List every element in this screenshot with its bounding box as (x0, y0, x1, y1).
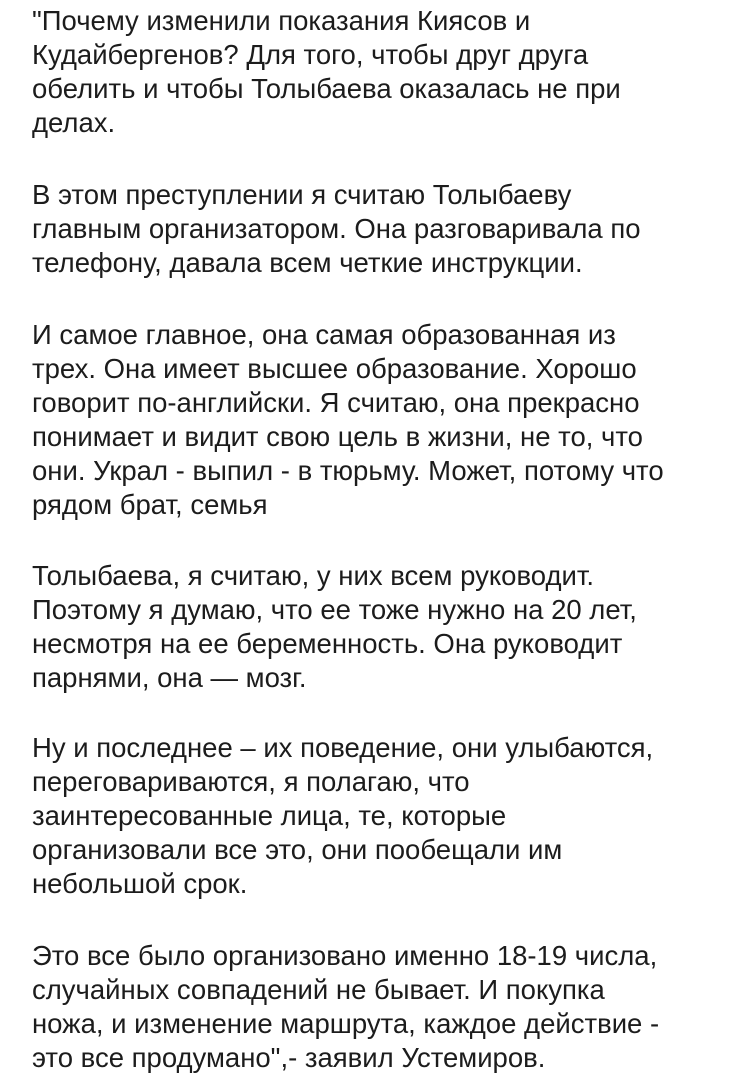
text-line: это все продумано",- заявил Устемиров. (32, 1042, 546, 1073)
paragraph-4 (32, 559, 637, 695)
text-line: случайных совпадений не бывает. И покупка (32, 974, 605, 1005)
paragraph-1 (32, 4, 621, 140)
text-line: заинтересованные лица, те, которые (32, 800, 507, 831)
text-line: организовали все это, они пообещали им (32, 834, 563, 865)
text-line: несмотря на ее беременность. Она руководит (32, 628, 623, 659)
paragraph-6 (32, 939, 659, 1075)
text-line: говорит по-английски. Я считаю, она прекрасно (32, 387, 640, 418)
text-line: рядом брат, семья (32, 489, 268, 520)
text-line: парнями, она — мозг. (32, 662, 307, 693)
text-line: переговариваются, я полагаю, что (32, 766, 470, 797)
text-line: Толыбаева, я считаю, у них всем руководит. (32, 560, 595, 591)
text-line: трех. Она имеет высшее образование. Хорошо (32, 353, 637, 384)
paragraph-2 (32, 178, 641, 280)
text-line: небольшой срок. (32, 868, 248, 899)
text-line: Поэтому я думаю, что ее тоже нужно на 20 лет, (32, 594, 637, 625)
text-line: В этом преступлении я считаю Толыбаеву (32, 179, 572, 210)
text-line: Кудайбергенов? Для того, чтобы друг друга (32, 39, 589, 70)
paragraph-5 (32, 731, 653, 901)
text-line: главным организатором. Она разговаривала по (32, 213, 641, 244)
text-line: телефону, давала всем четкие инструкции. (32, 247, 583, 278)
text-line: Это все было организовано именно 18-19 числа, (32, 940, 658, 971)
text-line: ножа, и изменение маршрута, каждое действие - (32, 1008, 660, 1039)
text-line: И самое главное, она самая образованная из (32, 319, 616, 350)
text-line: Ну и последнее – их поведение, они улыбаются, (32, 732, 654, 763)
text-line: они. Украл - выпил - в тюрьму. Может, потому что (32, 455, 664, 486)
text-line: делах. (32, 107, 116, 138)
paragraph-3 (32, 318, 664, 522)
text-line: обелить и чтобы Толыбаева оказалась не при (32, 73, 621, 104)
text-line: "Почему изменили показания Киясов и (32, 5, 531, 36)
text-line: понимает и видит свою цель в жизни, не то, что (32, 421, 643, 452)
